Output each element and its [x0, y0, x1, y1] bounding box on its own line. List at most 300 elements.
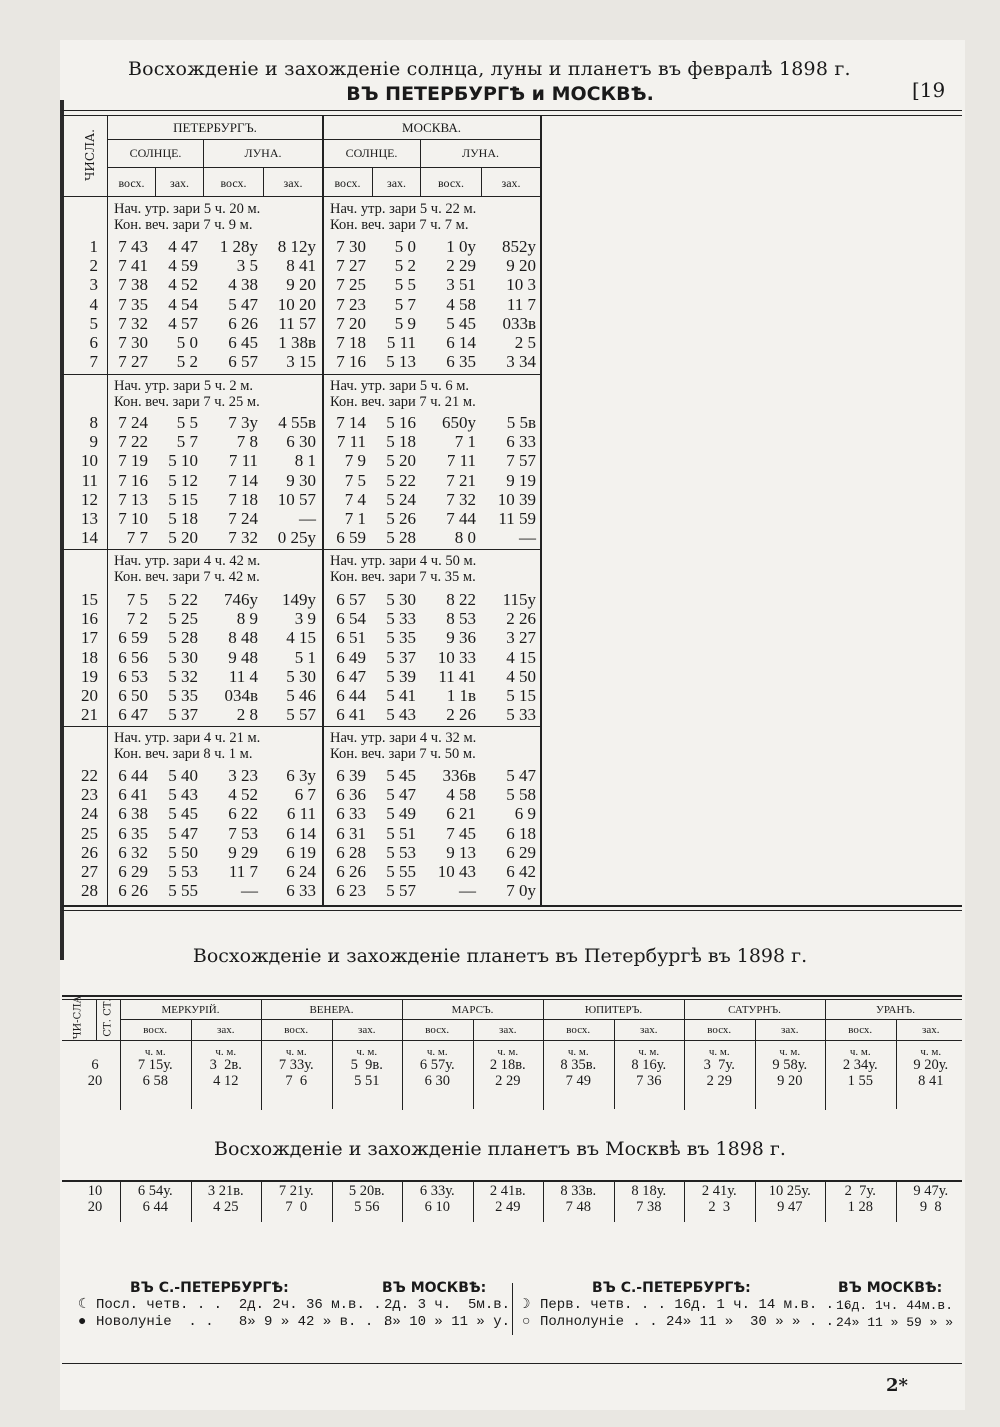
table-cell: 5 5в [506, 413, 536, 432]
planet-set-header: зах. [217, 1024, 235, 1036]
planet-rise-header: восх. [143, 1024, 168, 1036]
phase-last-quarter-msk: 2д. 3 ч. 5м.в. [384, 1297, 511, 1313]
table-cell: 4 57 [168, 313, 198, 333]
table-cell: 6 49 [336, 647, 366, 667]
table-cell: 0 25у [277, 528, 316, 548]
table-cell: 2 29 [446, 256, 476, 276]
bleed-through [545, 110, 965, 900]
table-cell: 034в [224, 686, 258, 705]
unit-label: ч. м. [356, 1046, 378, 1058]
table-cell: 7 35 [118, 294, 148, 314]
table-cell: 9 19 [506, 470, 536, 490]
phase-last-quarter-spb: Посл. четв. . . 2д. 2ч. 36 м.в. . . [96, 1297, 399, 1313]
table-cell: 5 43 [168, 785, 198, 805]
table-cell: 7 4 [344, 489, 366, 509]
table-cell: 5 24 [386, 489, 416, 509]
table-cell: 5 20 [168, 528, 198, 548]
phase-new-moon-spb: Новолуніе . . 8» 9 » 42 » в. . . [96, 1314, 391, 1330]
h-msk-moon-set: зах. [501, 176, 521, 190]
table-cell: 11 4 [228, 666, 258, 686]
phases-spb-header-right: ВЪ С.-ПЕТЕРБУРГѢ: [592, 1280, 751, 1296]
msk-col-rule [120, 1182, 121, 1222]
msk-sub-rule [896, 1182, 897, 1222]
table-cell: 1 28у [219, 237, 258, 256]
table-cell: 5 30 [168, 647, 198, 667]
planet-time: 8 18у. [631, 1183, 667, 1199]
planet-name: ЮПИТЕРЪ. [584, 1004, 643, 1016]
phase-first-quarter-spb: Перв. четв. . . 16д. 1 ч. 14 м.в. . . [540, 1297, 851, 1313]
table-cell: 6 14 [286, 823, 316, 843]
planet-name: МЕРКУРІЙ. [161, 1004, 220, 1016]
planet-set-header: зах. [640, 1024, 658, 1036]
page-subtitle: ВЪ ПЕТЕРБУРГѢ и МОСКВѢ. [346, 83, 654, 105]
table-cell: 7 8 [236, 432, 258, 452]
planet-time: 9 20 [777, 1073, 803, 1089]
table-cell: 6 57 [336, 590, 366, 609]
table-cell: 5 33 [506, 705, 536, 725]
table-cell: 5 33 [386, 609, 416, 629]
day-number: 3 [89, 275, 98, 295]
planet-day: 6 [91, 1057, 99, 1073]
day-number: 12 [81, 489, 98, 509]
planet-time: 2 41в. [489, 1183, 526, 1199]
planet-day: 10 [87, 1183, 103, 1199]
table-cell: 8 1 [294, 451, 316, 471]
planet-rise-header: восх. [425, 1024, 450, 1036]
planet-rise-header: восх. [284, 1024, 309, 1036]
planet-time: 1 55 [847, 1073, 873, 1089]
table-cell: 6 29 [506, 842, 536, 862]
planet-time: 2 34у. [842, 1057, 878, 1073]
day-number: 8 [89, 413, 98, 432]
table-row [0, 706, 545, 724]
table-cell: 6 24 [286, 862, 316, 881]
bottom-rule [62, 1363, 962, 1364]
planet-time: 8 35в. [560, 1057, 597, 1073]
planet-name: УРАНЪ. [876, 1004, 915, 1016]
table-cell: 1 38в [278, 333, 316, 352]
h-msk-sun-rise: восх. [334, 176, 361, 190]
table-cell: 5 37 [386, 647, 416, 667]
planet-time: 4 25 [213, 1199, 239, 1215]
planet-time: 2 18в. [489, 1057, 526, 1073]
table-cell: 7 18 [336, 333, 366, 352]
table-cell: 5 10 [168, 451, 198, 471]
msk-col-rule [684, 1182, 685, 1222]
table-cell: 8 48 [228, 628, 258, 648]
planet-time: 6 44 [142, 1199, 168, 1215]
header-msk: МОСКВА. [402, 120, 461, 135]
planets-style-header: СТ. СТ. [102, 998, 114, 1037]
table-row [0, 472, 545, 490]
planet-set-header: зах. [499, 1024, 517, 1036]
table-cell: 10 20 [277, 294, 316, 314]
table-cell: 11 7 [506, 294, 536, 314]
planet-rise-header: восх. [707, 1024, 732, 1036]
table-cell: 7 27 [118, 352, 148, 372]
unit-label: ч. м. [920, 1046, 942, 1058]
page-title: Восхожденіе и захожденіе солнца, луны и планетъ въ февралѣ 1898 г. [128, 58, 851, 80]
table-cell: 6 29 [118, 862, 148, 881]
table-cell: 4 47 [168, 237, 198, 256]
table-cell: 6 38 [118, 804, 148, 824]
table-cell: 6 33 [506, 432, 536, 452]
planet-time: 2 3 [708, 1199, 731, 1215]
table-cell: 6 21 [446, 804, 476, 824]
day-number: 23 [81, 785, 98, 805]
table-cell: 1 0у [446, 237, 476, 256]
table-cell: 6 35 [118, 823, 148, 843]
planet-time: 7 15у. [137, 1057, 173, 1073]
planet-time: 3 21в. [207, 1183, 244, 1199]
planet-time: 10 25у. [768, 1183, 811, 1199]
table-cell: 5 25 [168, 609, 198, 629]
table-cell: 5 37 [168, 705, 198, 725]
table-cell: 10 43 [437, 862, 476, 881]
table-cell: 7 57 [506, 451, 536, 471]
table-cell: 3 23 [228, 766, 258, 785]
planet-time: 7 0 [285, 1199, 308, 1215]
table-cell: 7 14 [228, 470, 258, 490]
table-cell: 6 11 [286, 804, 316, 824]
table-row [0, 882, 545, 900]
day-number: 25 [81, 823, 98, 843]
day-number: 15 [81, 590, 98, 609]
first-quarter-icon: ☽ [522, 1297, 531, 1313]
table-cell: — [519, 528, 536, 548]
msk-col-rule [543, 1182, 544, 1222]
table-cell: 5 39 [386, 666, 416, 686]
table-cell: 7 5 [344, 470, 366, 490]
h-msk-moon-rise: восх. [437, 176, 465, 190]
table-row [0, 844, 545, 862]
table-cell: 5 20 [386, 451, 416, 471]
day-number: 13 [81, 509, 98, 528]
table-cell: 5 47 [506, 766, 536, 785]
unit-label: ч. м. [779, 1046, 801, 1058]
planet-time: 7 36 [636, 1073, 662, 1089]
table-cell: 6 23 [336, 881, 366, 901]
table-cell: 11 57 [278, 313, 316, 333]
planet-time: 7 38 [636, 1199, 662, 1215]
table-cell: 10 3 [506, 275, 536, 295]
planet-time: 8 33в. [560, 1183, 597, 1199]
phase-first-quarter-msk: 16д. 1ч. 44м.в. [836, 1298, 954, 1313]
planet-time: 9 20у. [913, 1057, 949, 1073]
day-number: 27 [81, 862, 98, 881]
table-cell: 7 30 [336, 237, 366, 256]
planet-time: 3 7у. [703, 1057, 735, 1073]
table-cell: 5 13 [386, 352, 416, 372]
table-cell: 11 59 [498, 509, 536, 528]
day-number: 16 [81, 609, 98, 629]
table-cell: 8 53 [446, 609, 476, 629]
day-number: 10 [81, 451, 98, 471]
table-row [0, 296, 545, 314]
planet-time: 4 12 [213, 1073, 239, 1089]
table-cell: 4 54 [168, 294, 198, 314]
table-cell: 5 5 [176, 413, 198, 432]
twilight-msk-evening: Кон. веч. зари 7 ч. 21 м. [330, 394, 476, 410]
twilight-msk-morning: Нач. утр. зари 5 ч. 6 м. [330, 378, 470, 394]
header-spb-moon: ЛУНА. [244, 146, 282, 160]
table-cell: 5 28 [168, 628, 198, 648]
planet-day: 20 [87, 1073, 103, 1089]
table-cell: 4 55в [278, 413, 316, 432]
table-cell: 5 26 [386, 509, 416, 528]
header-spb: ПЕТЕРБУРГЪ. [173, 120, 257, 135]
phases-divider [512, 1283, 513, 1335]
table-cell: 7 5 [126, 590, 148, 609]
day-number: 19 [81, 666, 98, 686]
table-cell: 7 32 [446, 489, 476, 509]
planet-name: ВЕНЕРА. [309, 1004, 354, 1016]
unit-label: ч. м. [144, 1046, 166, 1058]
last-quarter-icon: ☾ [78, 1297, 87, 1313]
table-cell: 5 41 [386, 686, 416, 705]
table-cell: 7 0у [506, 881, 536, 901]
planet-time: 7 33у. [278, 1057, 314, 1073]
day-number: 26 [81, 842, 98, 862]
planet-time: 1 28 [847, 1199, 873, 1215]
twilight-spb-morning: Нач. утр. зари 5 ч. 20 м. [114, 201, 261, 217]
table-row [0, 863, 545, 881]
twilight-msk-morning: Нач. утр. зари 4 ч. 32 м. [330, 730, 477, 746]
phase-full-moon-msk: 24» 11 » 59 » » [836, 1315, 954, 1330]
table-cell: 746у [224, 590, 258, 609]
table-cell: 6 36 [336, 785, 366, 805]
table-cell: 6 54 [336, 609, 366, 629]
table-cell: 6 3у [286, 766, 316, 785]
unit-label: ч. м. [285, 1046, 307, 1058]
table-row [0, 805, 545, 823]
table-cell: 115у [502, 590, 536, 609]
table-cell: 9 48 [228, 647, 258, 667]
table-row [0, 452, 545, 470]
planet-time: 9 47 [777, 1199, 803, 1215]
table-cell: 7 16 [336, 352, 366, 372]
planet-time: 9 47у. [913, 1183, 949, 1199]
table-cell: 8 0 [454, 528, 476, 548]
table-cell: 6 50 [118, 686, 148, 705]
twilight-msk-morning: Нач. утр. зари 5 ч. 22 м. [330, 201, 477, 217]
table-cell: 5 15 [168, 489, 198, 509]
table-row [0, 687, 545, 705]
day-number: 17 [81, 628, 98, 648]
table-row [0, 276, 545, 294]
msk-sub-rule [755, 1182, 756, 1222]
table-cell: 5 12 [168, 470, 198, 490]
table-cell: 9 13 [446, 842, 476, 862]
header-rule-2 [108, 167, 540, 168]
table-cell: 6 33 [286, 881, 316, 901]
table-row [0, 433, 545, 451]
table-cell: 10 33 [437, 647, 476, 667]
table-cell: 5 32 [168, 666, 198, 686]
planet-time: 7 6 [285, 1073, 308, 1089]
table-cell: 4 38 [228, 275, 258, 295]
h-spb-moon-rise: восх. [220, 176, 247, 190]
table-cell: 5 40 [168, 766, 198, 785]
table-cell: 7 45 [446, 823, 476, 843]
planet-time: 8 41 [918, 1073, 944, 1089]
planet-time: 2 29 [495, 1073, 521, 1089]
planet-rise-header: восх. [848, 1024, 873, 1036]
table-cell: 11 7 [228, 862, 258, 881]
table-cell: 7 27 [336, 256, 366, 276]
table-cell: 6 22 [228, 804, 258, 824]
table-cell: 7 21 [446, 470, 476, 490]
header-msk-moon: ЛУНА. [462, 146, 499, 160]
planet-time: 6 33у. [419, 1183, 455, 1199]
table-cell: 5 0 [176, 333, 198, 352]
header-rule-1 [108, 139, 540, 140]
table-cell: 4 58 [446, 294, 476, 314]
twilight-msk-morning: Нач. утр. зари 4 ч. 50 м. [330, 553, 477, 569]
table-cell: 5 50 [168, 842, 198, 862]
table-cell: — [299, 509, 316, 528]
table-cell: 9 20 [286, 275, 316, 295]
table-row [0, 786, 545, 804]
table-cell: 5 35 [168, 686, 198, 705]
table-cell: 1 1в [446, 686, 476, 705]
table-cell: 6 51 [336, 628, 366, 648]
day-number: 24 [81, 804, 98, 824]
planet-set-header: зах. [358, 1024, 376, 1036]
planet-day: 20 [87, 1199, 103, 1215]
table-cell: 7 32 [118, 313, 148, 333]
table-cell: 6 39 [336, 766, 366, 785]
table-cell: 5 58 [506, 785, 536, 805]
planet-time: 7 21у. [278, 1183, 314, 1199]
table-cell: 7 18 [228, 489, 258, 509]
planet-time: 2 49 [495, 1199, 521, 1215]
table-cell: 7 20 [336, 313, 366, 333]
table-cell: 7 13 [118, 489, 148, 509]
table-cell: 6 7 [294, 785, 316, 805]
planet-time: 9 58у. [772, 1057, 808, 1073]
table-cell: 9 30 [286, 470, 316, 490]
table-cell: 9 29 [228, 842, 258, 862]
table-cell: 2 5 [514, 333, 536, 352]
week-rule-2 [62, 549, 542, 550]
h-spb-sun-rise: восх. [118, 176, 145, 190]
table-cell: 4 15 [506, 647, 536, 667]
planet-time: 6 58 [142, 1073, 168, 1089]
table-cell: 7 22 [118, 432, 148, 452]
table-cell: 11 41 [438, 666, 476, 686]
planet-time: 6 54у. [137, 1183, 173, 1199]
planet-time: 7 49 [565, 1073, 591, 1089]
table-cell: 7 11 [336, 432, 366, 452]
table-cell: 10 39 [497, 489, 536, 509]
planet-time: 9 8 [919, 1199, 942, 1215]
table-cell: 5 2 [394, 256, 416, 276]
table-cell: 5 2 [176, 352, 198, 372]
table-cell: 7 16 [118, 470, 148, 490]
twilight-spb-morning: Нач. утр. зари 4 ч. 21 м. [114, 730, 261, 746]
phase-full-moon-spb: Полнолуніе . . 24» 11 » 30 » » . . [540, 1314, 835, 1330]
table-cell: 5 15 [506, 686, 536, 705]
table-cell: 5 11 [386, 333, 416, 352]
table-row [0, 353, 545, 371]
table-cell: 8 22 [446, 590, 476, 609]
header-spb-sun: СОЛНЦЕ. [129, 146, 182, 160]
table-cell: 7 9 [344, 451, 366, 471]
msk-col-rule [825, 1182, 826, 1222]
table-cell: 5 47 [386, 785, 416, 805]
table-cell: 5 16 [386, 413, 416, 432]
table-cell: 336в [442, 766, 476, 785]
twilight-spb-morning: Нач. утр. зари 5 ч. 2 м. [114, 378, 254, 394]
day-number: 28 [81, 881, 98, 901]
signature-mark: 2* [886, 1375, 908, 1396]
table-cell: 5 45 [446, 313, 476, 333]
table-row [0, 529, 545, 547]
table-cell: 7 41 [118, 256, 148, 276]
table-cell: 5 57 [386, 881, 416, 901]
planet-time: 2 7у. [844, 1183, 876, 1199]
table-cell: 5 22 [386, 470, 416, 490]
table-cell: 7 7 [126, 528, 148, 548]
twilight-spb-evening: Кон. веч. зари 7 ч. 42 м. [114, 569, 260, 585]
table-row [0, 649, 545, 667]
table-cell: 8 12у [277, 237, 316, 256]
table-cell: 6 57 [228, 352, 258, 372]
table-row [0, 610, 545, 628]
twilight-msk-evening: Кон. веч. зари 7 ч. 50 м. [330, 746, 476, 762]
table-row [0, 767, 545, 785]
table-cell: 6 41 [336, 705, 366, 725]
unit-label: ч. м. [497, 1046, 519, 1058]
table-cell: 7 3у [228, 413, 258, 432]
day-number: 2 [89, 256, 98, 276]
table-cell: 4 50 [506, 666, 536, 686]
table-cell: 6 47 [336, 666, 366, 686]
table-cell: 7 38 [118, 275, 148, 295]
table-cell: 7 44 [446, 509, 476, 528]
table-cell: 650у [442, 413, 476, 432]
table-cell: 7 11 [228, 451, 258, 471]
table-cell: 5 45 [386, 766, 416, 785]
unit-label: ч. м. [567, 1046, 589, 1058]
unit-label: ч. м. [849, 1046, 871, 1058]
h-msk-sun-set: зах. [386, 176, 407, 190]
h-spb-sun-set: зах. [169, 176, 190, 190]
table-row [0, 510, 545, 528]
table-row [0, 491, 545, 509]
table-cell: 6 56 [118, 647, 148, 667]
table-row [0, 668, 545, 686]
table-row [0, 315, 545, 333]
page-number: [19 [912, 78, 946, 102]
table-cell: 5 45 [168, 804, 198, 824]
table-cell: 5 22 [168, 590, 198, 609]
table-cell: 5 43 [386, 705, 416, 725]
planets-days-header: ЧИ-СЛА [72, 995, 84, 1040]
table-cell: 4 59 [168, 256, 198, 276]
planet-time: 3 2в. [209, 1057, 242, 1073]
table-cell: 5 0 [394, 237, 416, 256]
table-cell: 7 24 [228, 509, 258, 528]
table-cell: 033в [502, 313, 536, 333]
planet-name: САТУРНЪ. [728, 1004, 781, 1016]
table-cell: 7 30 [118, 333, 148, 352]
table-cell: 5 46 [286, 686, 316, 705]
table-cell: 5 18 [386, 432, 416, 452]
table-cell: 7 1 [344, 509, 366, 528]
table-cell: 5 30 [386, 590, 416, 609]
